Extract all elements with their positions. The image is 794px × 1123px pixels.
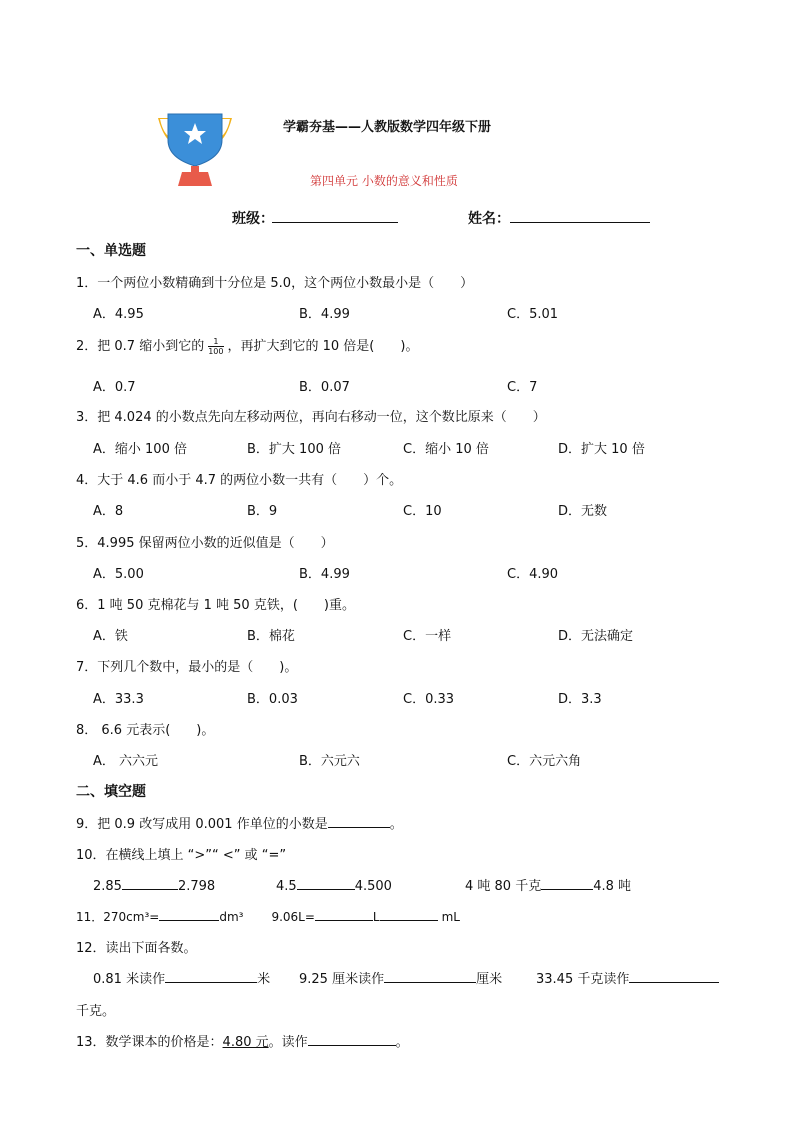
q3-option-c[interactable]: C．缩小 10 倍 [403, 442, 489, 457]
q10-item-3-blank[interactable] [541, 875, 593, 890]
question-3: 3．把 4.024 的小数点先向左移动两位，再向右移动一位，这个数比原来（ ） [76, 410, 546, 425]
q5-option-c[interactable]: C．4.90 [507, 567, 559, 582]
q8-option-a[interactable]: A． 六六元 [93, 754, 159, 769]
q13-answer-blank[interactable] [308, 1031, 396, 1046]
q13-price: 4.80 元 [222, 1035, 269, 1050]
question-7: 7．下列几个数中，最小的是（ )。 [76, 660, 298, 675]
q1-option-b[interactable]: B．4.99 [299, 307, 350, 322]
q11-blank-1[interactable] [159, 906, 219, 921]
q13-stem: 13．数学课本的价格是： [76, 1035, 223, 1050]
q11-blank-3[interactable] [380, 906, 438, 921]
q12-tail: 千克。 [76, 1004, 116, 1019]
q12-item-2-blank[interactable] [384, 968, 476, 983]
q11-unit-dm3: dm³ [219, 910, 244, 924]
q5-option-a[interactable]: A．5.00 [93, 567, 144, 582]
q3-option-a[interactable]: A．缩小 100 倍 [93, 442, 187, 457]
q2-stem-pre: 2．把 0.7 缩小到它的 [76, 339, 205, 354]
question-9 [76, 813, 403, 832]
question-4: 4．大于 4.6 而小于 4.7 的两位小数一共有（ ）个。 [76, 473, 403, 488]
q7-option-a[interactable]: A．33.3 [93, 692, 144, 707]
q4-option-a[interactable]: A．8 [93, 504, 124, 519]
class-label: 班级： [232, 211, 274, 227]
q6-option-c[interactable]: C．一样 [403, 629, 452, 644]
q10-item-2-left: 4.5 [276, 879, 297, 894]
q8-option-b[interactable]: B．六元六 [299, 754, 360, 769]
q10-item-2 [276, 875, 392, 894]
question-6: 6．1 吨 50 克棉花与 1 吨 50 克铁，( )重。 [76, 598, 355, 613]
q9-answer-blank[interactable] [328, 813, 390, 828]
question-12: 12．读出下面各数。 [76, 941, 197, 956]
q12-item-1-pre: 0.81 米读作 [93, 972, 166, 987]
q6-option-a[interactable]: A．铁 [93, 629, 128, 644]
q12-item-3-pre: 33.45 千克读作 [536, 972, 630, 987]
q11-stem: 11．270cm³= [76, 910, 160, 924]
q7-option-c[interactable]: C．0.33 [403, 692, 455, 707]
q13-mid: 。读作 [268, 1035, 308, 1050]
q12-item-2-post: 厘米 [476, 972, 503, 987]
page-title: 学霸夯基——人教版数学四年级下册 [283, 120, 492, 135]
q4-option-d[interactable]: D．无数 [558, 504, 608, 519]
q6-option-b[interactable]: B．棉花 [247, 629, 295, 644]
q12-item-1 [93, 968, 270, 987]
question-5: 5．4.995 保留两位小数的近似值是（ ） [76, 536, 334, 551]
q7-option-b[interactable]: B．0.03 [247, 692, 298, 707]
q10-item-2-blank[interactable] [297, 875, 355, 890]
q3-option-b[interactable]: B．扩大 100 倍 [247, 442, 341, 457]
fraction [208, 337, 223, 356]
q10-item-1-right: 2.798 [177, 879, 216, 894]
q11-mid: 9.06L= [271, 910, 315, 924]
question-8: 8． 6.6 元表示( )。 [76, 723, 215, 738]
trophy-logo [152, 110, 238, 188]
name-field[interactable] [510, 208, 650, 223]
q3-option-d[interactable]: D．扩大 10 倍 [558, 442, 645, 457]
q1-option-a[interactable]: A．4.95 [93, 307, 144, 322]
q10-item-3 [465, 875, 631, 894]
q10-item-1 [93, 875, 215, 894]
q1-option-c[interactable]: C．5.01 [507, 307, 559, 322]
question-1: 1．一个两位小数精确到十分位是 5.0，这个两位小数最小是（ ） [76, 276, 474, 291]
question-11 [76, 906, 460, 925]
q11-blank-2[interactable] [315, 906, 373, 921]
q12-item-1-blank[interactable] [165, 968, 257, 983]
q12-item-1-post: 米 [257, 972, 271, 987]
q4-option-c[interactable]: C．10 [403, 504, 442, 519]
q2-option-a[interactable]: A．0.7 [93, 380, 136, 395]
q10-item-1-blank[interactable] [122, 875, 178, 890]
q5-option-b[interactable]: B．4.99 [299, 567, 350, 582]
q6-option-d[interactable]: D．无法确定 [558, 629, 634, 644]
q12-item-3 [536, 968, 719, 987]
q2-stem-post: ，再扩大到它的 10 倍是( )。 [227, 339, 419, 354]
q11-unit-l: L [372, 910, 380, 924]
q9-period: 。 [389, 817, 403, 832]
q9-stem: 9．把 0.9 改写成用 0.001 作单位的小数是 [76, 817, 328, 832]
trophy-icon [152, 110, 238, 188]
q10-item-3-left: 4 吨 80 千克 [465, 879, 542, 894]
question-13 [76, 1031, 409, 1050]
q12-item-2-pre: 9.25 厘米读作 [299, 972, 385, 987]
page-subtitle-cutoff: 第四单元 小数的意义和性质 [310, 174, 458, 188]
question-2 [76, 335, 418, 356]
question-10: 10．在横线上填上 “>”“ <” 或 “=” [76, 848, 287, 863]
q12-item-3-blank[interactable] [629, 968, 719, 983]
q8-option-c[interactable]: C．六元六角 [507, 754, 582, 769]
q10-item-2-right: 4.500 [354, 879, 392, 894]
name-label: 姓名： [468, 211, 510, 227]
section-heading-fill-in: 二、填空题 [76, 784, 146, 800]
section-heading-single-choice: 一、单选题 [76, 243, 146, 259]
q7-option-d[interactable]: D．3.3 [558, 692, 602, 707]
q13-period: 。 [395, 1035, 409, 1050]
class-field[interactable] [272, 208, 398, 223]
q12-item-2 [299, 968, 502, 987]
q2-option-b[interactable]: B．0.07 [299, 380, 350, 395]
q10-item-1-left: 2.85 [93, 879, 122, 894]
q4-option-b[interactable]: B．9 [247, 504, 278, 519]
fraction-numerator: 1 [208, 337, 223, 347]
fraction-denominator: 100 [208, 347, 224, 356]
q2-option-c[interactable]: C．7 [507, 380, 538, 395]
q10-item-3-right: 4.8 吨 [593, 879, 632, 894]
q11-unit-ml: mL [441, 910, 460, 924]
